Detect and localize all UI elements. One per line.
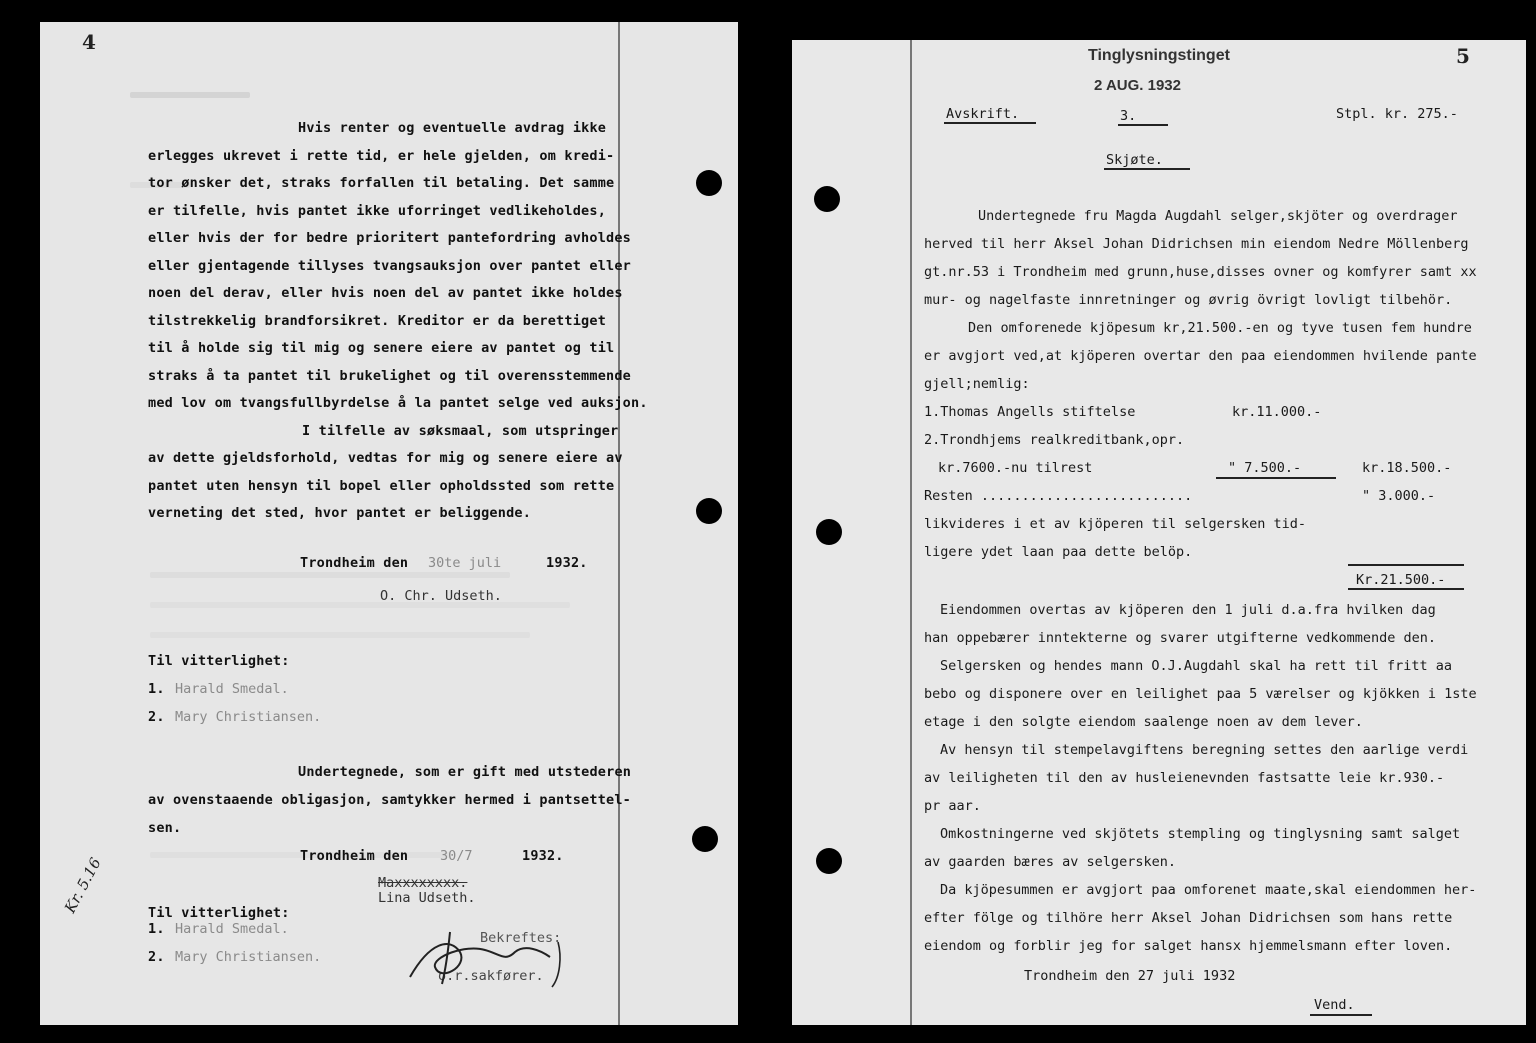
body-line: Da kjöpesummen er avgjort paa omforenet maate,skal eiendommen her-: [940, 882, 1477, 898]
bleed-through: [130, 92, 250, 98]
body-line: Omkostningerne ved skjötets stempling og tinglysning samt salget: [940, 826, 1461, 842]
body-line: Eiendommen overtas av kjöperen den 1 juli d.a.fra hvilken dag: [940, 602, 1436, 618]
consent-line: sen.: [148, 820, 182, 836]
body-line: er avgjort ved,at kjöperen overtar den paa eiendommen hvilende pante: [924, 348, 1477, 364]
margin-line: [618, 22, 620, 1025]
witness-number: 2.: [148, 949, 165, 965]
underline: [1216, 477, 1336, 479]
witness-name: Harald Smedal.: [175, 921, 289, 937]
witness-heading: Til vitterlighet:: [148, 905, 290, 921]
body-line: Den omforenede kjöpesum kr,21.500.-en og tyve tusen fem hundre: [968, 320, 1472, 336]
date-prefix: Trondheim den: [300, 848, 409, 864]
witness-name: Mary Christiansen.: [175, 949, 322, 965]
margin-line: [910, 40, 912, 1025]
document-title: Skjøte.: [1106, 152, 1163, 168]
punch-hole: [696, 498, 722, 524]
witness-number: 2.: [148, 709, 165, 725]
margin-note-text: Kr. 5.16: [60, 854, 105, 916]
avskrift-label: Avskrift.: [946, 106, 1020, 122]
punch-hole: [696, 170, 722, 196]
body-line: pr aar.: [924, 798, 981, 814]
witness-name: Harald Smedal.: [175, 681, 289, 697]
underline: [1118, 124, 1168, 126]
punch-hole: [816, 848, 842, 874]
body-line: herved til herr Aksel Johan Didrichsen min eiendom Nedre Möllenberg: [924, 236, 1469, 252]
witness-number: 1.: [148, 921, 165, 937]
paragraph-line: I tilfelle av søksmaal, som utspringer: [302, 422, 619, 439]
paragraph-line: erlegges ukrevet i rette tid, er hele gjelden, om kredi-: [148, 147, 615, 164]
witness-number: 1.: [148, 681, 165, 697]
paragraph-line: noen del derav, eller hvis noen del av pantet ikke holdes: [148, 285, 623, 301]
consent-line: av ovenstaaende obligasjon, samtykker hermed i pantsettel-: [148, 792, 632, 808]
body-line: av gaarden bæres av selgersken.: [924, 854, 1176, 870]
body-line: ligere ydet laan paa dette belöp.: [924, 544, 1193, 560]
bleed-through: [150, 602, 570, 608]
date-handwritten: 30/7: [440, 848, 473, 864]
punch-hole: [814, 186, 840, 212]
lawyer-title: o.r.sakfører.: [438, 968, 544, 984]
body-line: Av hensyn til stempelavgiftens beregning settes den aarlige verdi: [940, 742, 1469, 758]
document-number: 3.: [1120, 108, 1137, 124]
body-line: han oppebærer inntekterne og svarer utgifterne vedkommende den.: [924, 630, 1437, 646]
body-line: gjell;nemlig:: [924, 376, 1030, 392]
paragraph-line: Hvis renter og eventuelle avdrag ikke: [298, 120, 607, 136]
underline: [944, 122, 1036, 124]
punch-hole: [692, 826, 718, 852]
body-line: Selgersken og hendes mann O.J.Augdahl skal ha rett til fritt aa: [940, 658, 1453, 674]
body-line: av leiligheten til den av husleienevnden fastsatte leie kr.930.-: [924, 770, 1445, 786]
paragraph-line: av dette gjeldsforhold, vedtas for mig og senere eiere av: [148, 450, 623, 466]
paragraph-line: tilstrekkelig brandforsikret. Kreditor er da berettiget: [148, 312, 607, 329]
registry-stamp-date: 2 AUG. 1932: [1094, 77, 1181, 94]
underline: [1310, 1014, 1372, 1016]
punch-hole: [816, 519, 842, 545]
date-handwritten: 30te juli: [428, 555, 502, 571]
paragraph-line: straks å ta pantet til brukelighet og til overensstemmende: [148, 367, 632, 384]
body-line: likvideres i et av kjöperen til selgersken tid-: [924, 516, 1307, 532]
sum-total: Kr.21.500.-: [1356, 572, 1446, 588]
paragraph-line: til å holde sig til mig og senere eiere av pantet og til: [148, 340, 615, 356]
page-number: 5: [1456, 44, 1470, 68]
body-line: etage i den solgte eiendom saalenge noen av dem lever.: [924, 714, 1363, 730]
body-line: bebo og disponere over en leilighet paa 5 værelser og kjökken i 1ste: [924, 686, 1477, 702]
debt-label: 2.Trondhjems realkreditbank,opr.: [924, 432, 1185, 448]
paragraph-line: pantet uten hensyn til bopel eller opholdssted som rette: [148, 477, 615, 494]
left-page: [40, 22, 738, 1025]
stamp-fee: Stpl. kr. 275.-: [1336, 106, 1458, 122]
witness-heading: Til vitterlighet:: [148, 653, 290, 669]
body-line: gt.nr.53 i Trondheim med grunn,huse,disses ovner og komfyrer samt xx: [924, 264, 1477, 280]
underline: [1348, 564, 1464, 566]
debt-label: Resten ..........................: [924, 488, 1193, 504]
underline: [1104, 168, 1190, 170]
paragraph-line: eller hvis der for bedre prioritert pantefordring avholdes: [148, 230, 632, 246]
date-prefix: Trondheim den: [300, 555, 409, 571]
debt-label: kr.7600.-nu tilrest: [938, 460, 1093, 476]
page-number: 4: [82, 30, 96, 54]
paragraph-line: med lov om tvangsfullbyrdelse å la pantet selge ved auksjon.: [148, 395, 648, 411]
debt-label: 1.Thomas Angells stiftelse: [924, 404, 1136, 420]
underline: [1348, 588, 1464, 590]
right-page: [792, 40, 1526, 1025]
handwritten-signature: [390, 922, 570, 992]
debt-amount: " 7.500.-: [1228, 460, 1302, 476]
paragraph-line: eller gjentagende tillyses tvangsauksjon over pantet eller: [148, 257, 632, 274]
bleed-through: [150, 572, 510, 578]
debt-total: " 3.000.-: [1362, 488, 1436, 504]
paragraph-line: er tilfelle, hvis pantet ikke uforringet vedlikeholdes,: [148, 202, 607, 219]
paragraph-line: tor ønsker det, straks forfallen til betaling. Det samme: [148, 175, 615, 191]
signer-name: Lina Udseth.: [378, 890, 476, 906]
bekreftes-label: Bekreftes:: [480, 930, 562, 946]
date-year: 1932.: [522, 848, 564, 864]
registry-stamp-title: Tinglysningstinget: [1088, 47, 1230, 64]
date-year: 1932.: [546, 555, 588, 571]
witness-name: Mary Christiansen.: [175, 709, 322, 725]
bleed-through: [150, 632, 530, 638]
debt-total: kr.18.500.-: [1362, 460, 1452, 476]
body-line: Undertegnede fru Magda Augdahl selger,skjöter og overdrager: [978, 208, 1458, 224]
struck-signature: Maxxxxxxxx.: [378, 875, 468, 891]
paragraph-line: verneting det sted, hvor pantet er beliggende.: [148, 505, 532, 521]
body-line: efter fölge og tilhöre herr Aksel Johan Didrichsen som hans rette: [924, 910, 1453, 926]
consent-line: Undertegnede, som er gift med utstederen: [298, 764, 632, 780]
debt-amount: kr.11.000.-: [1232, 404, 1322, 420]
signer-name: O. Chr. Udseth.: [380, 588, 502, 604]
body-line: mur- og nagelfaste innretninger og øvrig övrigt lovligt tilbehör.: [924, 292, 1453, 308]
vend-label: Vend.: [1314, 997, 1355, 1013]
margin-note: [60, 854, 105, 916]
closing-date: Trondheim den 27 juli 1932: [1024, 968, 1236, 984]
body-line: eiendom og forblir jeg for salget hansx hjemmelsmann efter loven.: [924, 938, 1453, 954]
